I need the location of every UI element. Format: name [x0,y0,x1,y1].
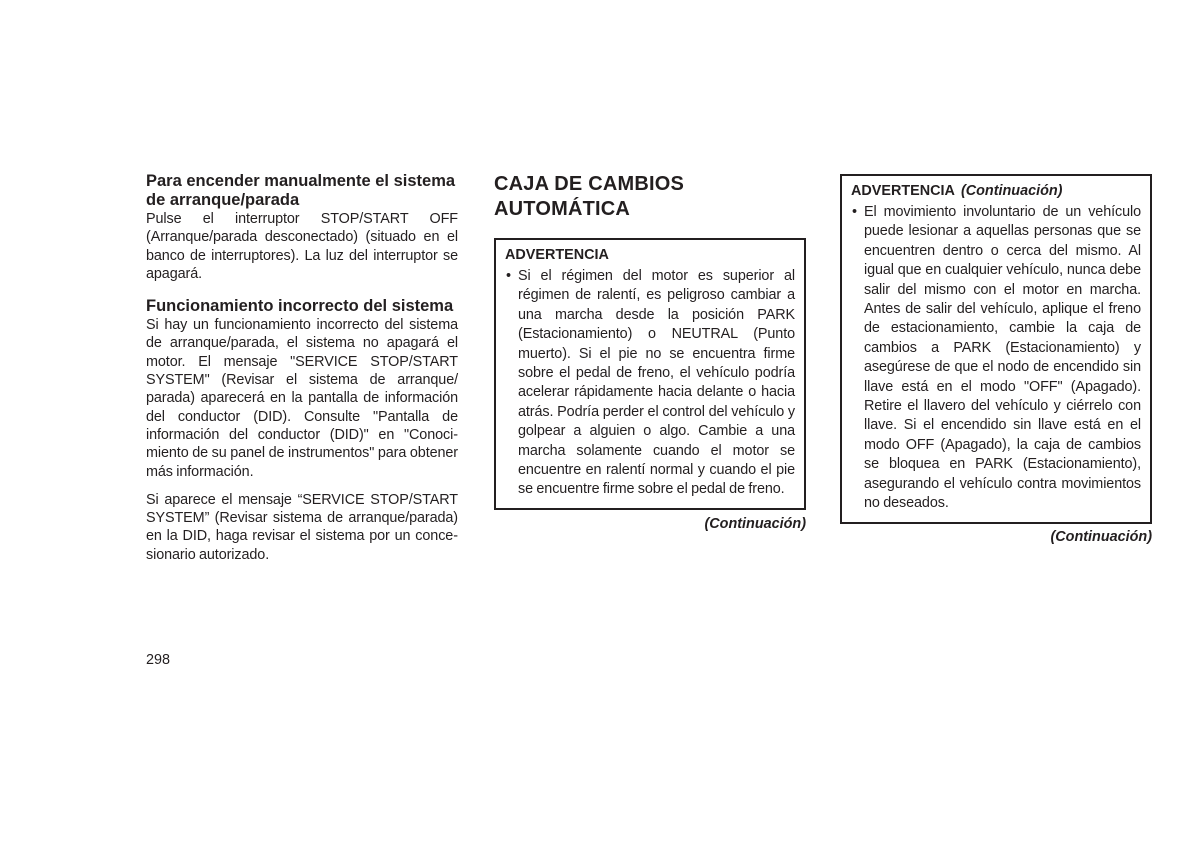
warning-bullet-item [505,267,795,500]
warning-bullet-text: Si el régimen del motor es superior al régimen de ralentí, es peligroso cambiar a una marcha desde la posición PARK (Estacionamiento) o NEUTRAL (Punto muerto). Si el pie no se encuentra firme sobre el pedal de freno, el vehículo podría acelerar rápidamente hacia delante o hacia atrás. Podría perder el control del vehículo y golpear a alguien o algo. Cambie a una marcha solamente cuando el motor se encuentre en ralentí normal y cuando el pie se encuentre firme sobre el pedal de freno. [518,268,795,498]
warning-title-suffix: (Continuación) [960,183,1063,199]
bullet-icon: • [506,268,511,284]
section-paragraph-malfunction-1: Si hay un funcionamiento incorrecto del sistema de arranque/parada, el sistema no apagará el motor. El mensaje "SERVICE STOP/START SYSTEM" (Revisar el sistema de arranque/ parada) aparecerá en la pantalla de información del conductor (DID). Consulte "Pantalla de información del conductor (DID)" en "Conocimiento de su panel de instrumentos" para obtener más información. [146,317,458,480]
warning-title-text: ADVERTENCIA [851,183,955,199]
page-number: 298 [146,652,171,668]
section-title-automatic-transmission: CAJA DE CAMBIOS AUTOMÁTICA [494,173,685,220]
left-column [146,172,458,564]
section-heading-malfunction: Funcionamiento incorrecto del sistema [146,297,454,316]
section-paragraph-manual-start: Pulse el interruptor STOP/START OFF (Arranque/parada desconectado) (situado en el banco de interruptores). La luz del interruptor se apagará. [146,211,458,282]
warning-bullet-item [851,203,1141,514]
warning-bullet-text: El movimiento involuntario de un vehículo puede lesionar a aquellas personas que se encuentren dentro o cerca del mismo. Al igual que en cualquier vehículo, nunca debe salir del mismo con el motor en marcha. Antes de salir del vehículo, aplique el freno de estacionamiento, cambie la caja de cambios a PARK (Estacionamiento) y asegúrese de que el nodo de encendido sin llave está en el modo "OFF" (Apagado). Retire el llavero del vehículo y ciérrelo con llave. Si el encendido sin llave está en el modo OFF (Apagado), la caja de cambios se bloquea en PARK (Estacionamiento), asegurando el vehículo contra movimientos no deseados. [864,204,1141,512]
section-paragraph-malfunction-2: Si aparece el mensaje “SERVICE STOP/START SYSTEM” (Revisar sistema de arranque/parada) en la DID, haga revisar el sistema por un concesionario autorizado. [146,491,458,563]
warning-title-continued [851,181,1141,201]
bullet-icon: • [852,204,857,220]
section-heading-manual-start: Para encender manualmente el sistema de arranque/parada [146,172,456,209]
middle-column [494,172,806,532]
right-column [840,174,1152,545]
warning-box-continued [840,174,1152,524]
continued-label: (Continuación) [1050,528,1152,545]
warning-box [494,238,806,510]
warning-title: ADVERTENCIA [505,247,609,263]
continued-label: (Continuación) [704,515,806,532]
